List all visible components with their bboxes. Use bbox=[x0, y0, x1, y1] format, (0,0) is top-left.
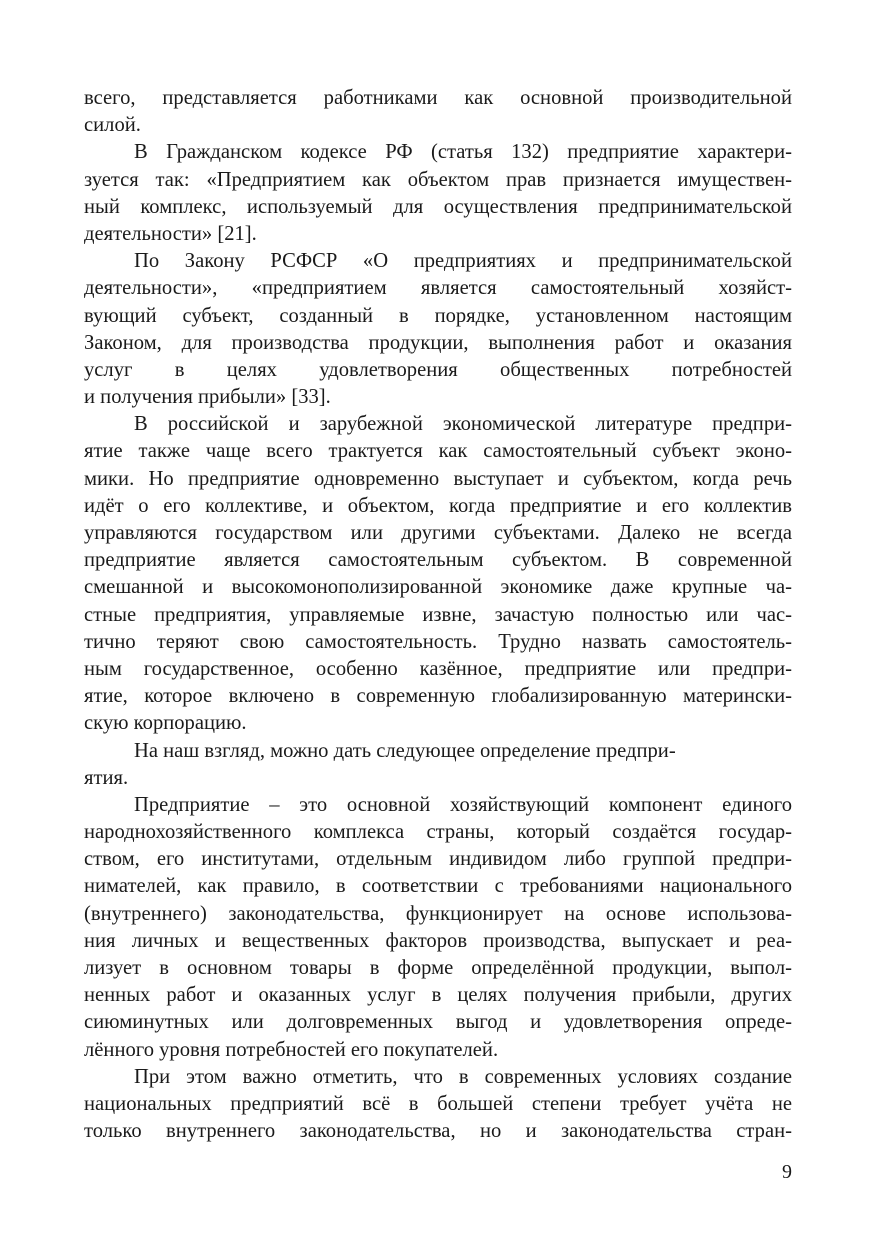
text-line: стные предприятия, управляемые извне, зачастую полностью или час- bbox=[84, 603, 792, 626]
text-line: В российской и зарубежной экономической литературе предпри- bbox=[134, 413, 792, 436]
text-line: предприятие является самостоятельным субъектом. В современной bbox=[84, 549, 792, 572]
paragraph-3 bbox=[84, 248, 792, 411]
text-line: деятельности» [21]. bbox=[84, 222, 257, 245]
text-line: По Закону РСФСР «О предприятиях и предпринимательской bbox=[134, 250, 792, 273]
text-line: силой. bbox=[84, 114, 141, 137]
text-line: лённого уровня потребностей его покупателей. bbox=[84, 1038, 499, 1061]
text-line: ятие также чаще всего трактуется как самостоятельный субъект эконо- bbox=[84, 440, 792, 463]
text-line: сиюминутных или долговременных выгод и удовлетворения опреде- bbox=[84, 1011, 792, 1034]
page-body bbox=[84, 85, 792, 1145]
text-line: ятия. bbox=[84, 766, 129, 789]
text-line: услуг в целях удовлетворения общественных потребностей bbox=[84, 358, 792, 381]
text-line: ный комплекс, используемый для осуществления предпринимательской bbox=[84, 195, 792, 218]
text-line: (внутреннего) законодательства, функционирует на основе использова- bbox=[84, 902, 792, 925]
text-line: зуется так: «Предприятием как объектом прав признается имуществен- bbox=[84, 168, 792, 191]
text-line: Законом, для производства продукции, выполнения работ и оказания bbox=[84, 331, 792, 354]
text-line: ния личных и вещественных факторов производства, выпускает и реа- bbox=[84, 929, 792, 952]
text-line: и получения прибыли» [33]. bbox=[84, 386, 331, 409]
text-line: ством, его институтами, отдельным индивидом либо группой предпри- bbox=[84, 848, 792, 871]
text-line: нимателей, как правило, в соответствии с требованиями национального bbox=[84, 875, 792, 898]
text-line: скую корпорацию. bbox=[84, 712, 247, 735]
text-line: ным государственное, особенно казённое, предприятие или предпри- bbox=[84, 657, 792, 680]
page-number: 9 bbox=[782, 1161, 792, 1183]
paragraph-5 bbox=[84, 738, 792, 792]
text-line: вующий субъект, созданный в порядке, установленном настоящим bbox=[84, 304, 792, 327]
text-line: Предприятие – это основной хозяйствующий компонент единого bbox=[134, 793, 792, 816]
text-line: народнохозяйственного комплекса страны, который создаётся государ- bbox=[84, 821, 792, 844]
text-line: лизует в основном товары в форме определённой продукции, выпол- bbox=[84, 957, 792, 979]
text-line: ятие, которое включено в современную глобализированную матерински- bbox=[84, 685, 792, 708]
text-line: только внутреннего законодательства, но и законодательства стран- bbox=[84, 1120, 792, 1143]
text-line: идёт о его коллективе, и объектом, когда предприятие и его коллектив bbox=[84, 494, 792, 517]
paragraph-4 bbox=[84, 411, 792, 737]
text-line: ненных работ и оказанных услуг в целях получения прибыли, других bbox=[84, 984, 792, 1007]
text-line: национальных предприятий всё в большей степени требует учёта не bbox=[84, 1092, 792, 1115]
text-line: При этом важно отметить, что в современных условиях создание bbox=[134, 1065, 792, 1088]
paragraph-7 bbox=[84, 1064, 792, 1146]
text-line: мики. Но предприятие одновременно выступает и субъектом, когда речь bbox=[84, 467, 792, 490]
paragraph-6 bbox=[84, 792, 792, 1064]
text-line: смешанной и высокомонополизированной экономике даже крупные ча- bbox=[84, 576, 792, 599]
text-line: тично теряют свою самостоятельность. Трудно назвать самостоятель- bbox=[84, 630, 792, 653]
text-line: всего, представляется работниками как основной производительной bbox=[84, 87, 792, 109]
text-line: На наш взгляд, можно дать следующее определение предпри- bbox=[134, 739, 676, 762]
text-line: В Гражданском кодексе РФ (статья 132) предприятие характери- bbox=[134, 141, 792, 164]
paragraph-2 bbox=[84, 139, 792, 248]
text-line: деятельности», «предприятием является самостоятельный хозяйст- bbox=[84, 277, 792, 300]
text-line: управляются государством или другими субъектами. Далеко не всегда bbox=[84, 522, 792, 544]
paragraph-1 bbox=[84, 85, 792, 139]
